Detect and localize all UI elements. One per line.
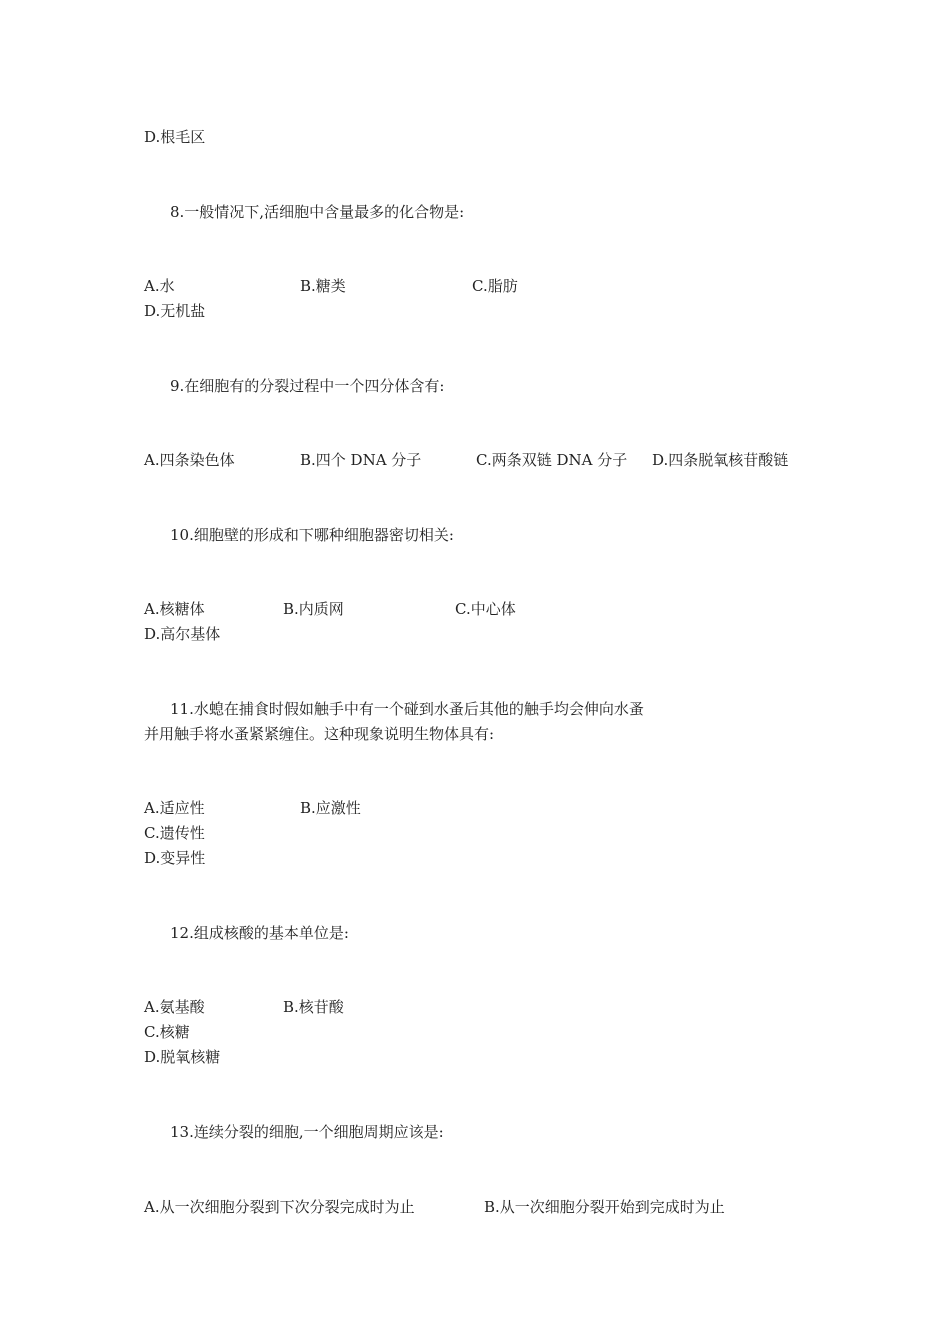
question-8-stem: 8.一般情况下,活细胞中含量最多的化合物是: — [170, 203, 465, 221]
question-12-option-c: C.核糖 — [144, 1023, 190, 1041]
option-d-root-hair-zone: D.根毛区 — [144, 128, 206, 146]
question-9-stem: 9.在细胞有的分裂过程中一个四分体含有: — [170, 377, 445, 395]
question-12-option-d: D.脱氧核糖 — [144, 1048, 221, 1066]
question-9-option-b: B.四个 DNA 分子 — [300, 451, 422, 469]
question-11-option-b: B.应激性 — [300, 799, 361, 817]
question-10-option-a: A.核糖体 — [144, 600, 205, 618]
question-9-option-d: D.四条脱氧核苷酸链 — [652, 451, 789, 469]
question-10-option-b: B.内质网 — [283, 600, 344, 618]
question-12-option-a: A.氨基酸 — [144, 998, 205, 1016]
question-13-stem: 13.连续分裂的细胞,一个细胞周期应该是: — [170, 1123, 444, 1141]
question-12-stem: 12.组成核酸的基本单位是: — [170, 924, 349, 942]
question-8-option-b: B.糖类 — [300, 277, 346, 295]
question-11-option-d: D.变异性 — [144, 849, 206, 867]
question-8-option-d: D.无机盐 — [144, 302, 206, 320]
question-10-option-c: C.中心体 — [455, 600, 516, 618]
question-9-option-c: C.两条双链 DNA 分子 — [476, 451, 628, 469]
question-13-option-b: B.从一次细胞分裂开始到完成时为止 — [484, 1198, 725, 1216]
question-12-option-b: B.核苷酸 — [283, 998, 344, 1016]
question-11-option-a: A.适应性 — [144, 799, 205, 817]
question-13-option-a: A.从一次细胞分裂到下次分裂完成时为止 — [144, 1198, 415, 1216]
question-11-stem-line-2: 并用触手将水蚤紧紧缠住。这种现象说明生物体具有: — [144, 725, 495, 743]
question-11-option-c: C.遗传性 — [144, 824, 205, 842]
question-10-option-d: D.高尔基体 — [144, 625, 221, 643]
question-8-option-a: A.水 — [144, 277, 175, 295]
question-11-stem-line-1: 11.水螅在捕食时假如触手中有一个碰到水蚤后其他的触手均会伸向水蚤 — [170, 700, 644, 718]
question-10-stem: 10.细胞壁的形成和下哪种细胞器密切相关: — [170, 526, 454, 544]
question-9-option-a: A.四条染色体 — [144, 451, 235, 469]
question-8-option-c: C.脂肪 — [472, 277, 518, 295]
